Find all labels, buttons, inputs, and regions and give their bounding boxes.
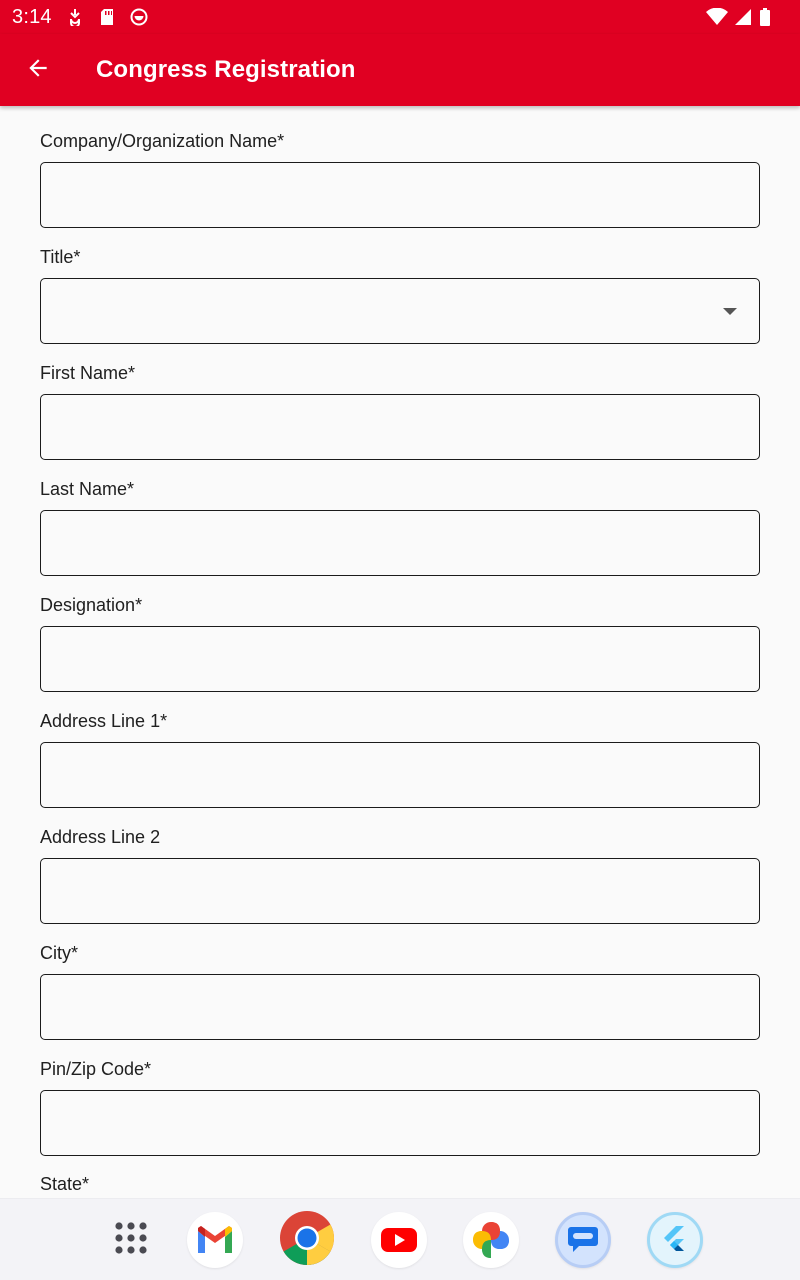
status-time: 3:14 [12,5,52,28]
signal-icon [734,8,752,26]
photos-app-button[interactable] [463,1212,519,1268]
zip-code-label: Pin/Zip Code* [40,1059,152,1079]
state-label: State* [40,1174,90,1194]
flutter-icon [647,1212,703,1268]
dropdown-arrow-icon [723,308,737,315]
registration-form [40,106,760,1198]
designation-input-box[interactable] [40,626,760,692]
back-button[interactable] [18,50,58,90]
messages-icon [555,1212,611,1268]
messages-app-button[interactable] [555,1212,611,1268]
youtube-app-button[interactable] [371,1212,427,1268]
battery-icon [758,8,772,26]
chrome-icon [279,1210,335,1271]
last-name-input[interactable] [41,511,759,575]
gmail-app-button[interactable] [187,1212,243,1268]
address-line-1-input[interactable] [41,743,759,807]
company-input-box[interactable] [40,162,760,228]
address-line-2-field-group [40,824,760,924]
status-bar [0,0,800,34]
city-label: City* [40,943,79,963]
designation-label: Designation* [40,595,143,615]
state-field-group [40,1171,760,1198]
zip-code-field-group [40,1056,760,1156]
sd-card-icon [98,8,116,26]
address-line-2-input-box[interactable] [40,858,760,924]
last-name-field-group [40,476,760,576]
last-name-input-box[interactable] [40,510,760,576]
taskbar [0,1198,800,1280]
title-label: Title* [40,247,81,267]
first-name-label: First Name* [40,363,136,383]
photos-icon [463,1212,519,1268]
app-bar [0,34,800,106]
city-input-box[interactable] [40,974,760,1040]
wifi-icon [706,8,728,26]
notification-app-icon [130,8,148,26]
flutter-app-button[interactable] [647,1212,703,1268]
title-dropdown[interactable] [40,278,760,344]
address-line-1-field-group [40,708,760,808]
usb-debug-icon [66,8,84,26]
page-title: Congress Registration [96,56,356,83]
address-line-2-label: Address Line 2 [40,827,161,847]
status-left [12,6,148,29]
zip-code-input[interactable] [41,1091,759,1155]
designation-input[interactable] [41,627,759,691]
company-field-group [40,128,760,228]
zip-code-input-box[interactable] [40,1090,760,1156]
first-name-input-box[interactable] [40,394,760,460]
designation-field-group [40,592,760,692]
last-name-label: Last Name* [40,479,135,499]
youtube-icon [371,1212,427,1268]
address-line-1-input-box[interactable] [40,742,760,808]
arrow-back-icon [25,55,51,86]
company-label: Company/Organization Name* [40,131,285,151]
address-line-1-label: Address Line 1* [40,711,168,731]
app-drawer-icon [114,1221,148,1260]
address-line-2-input[interactable] [41,859,759,923]
city-input[interactable] [41,975,759,1039]
first-name-field-group [40,360,760,460]
chrome-app-button[interactable] [279,1212,335,1268]
status-right [706,8,772,26]
first-name-input[interactable] [41,395,759,459]
app-drawer-button[interactable] [103,1212,159,1268]
company-input[interactable] [41,163,759,227]
title-field-group [40,244,760,344]
gmail-icon [187,1212,243,1268]
city-field-group [40,940,760,1040]
